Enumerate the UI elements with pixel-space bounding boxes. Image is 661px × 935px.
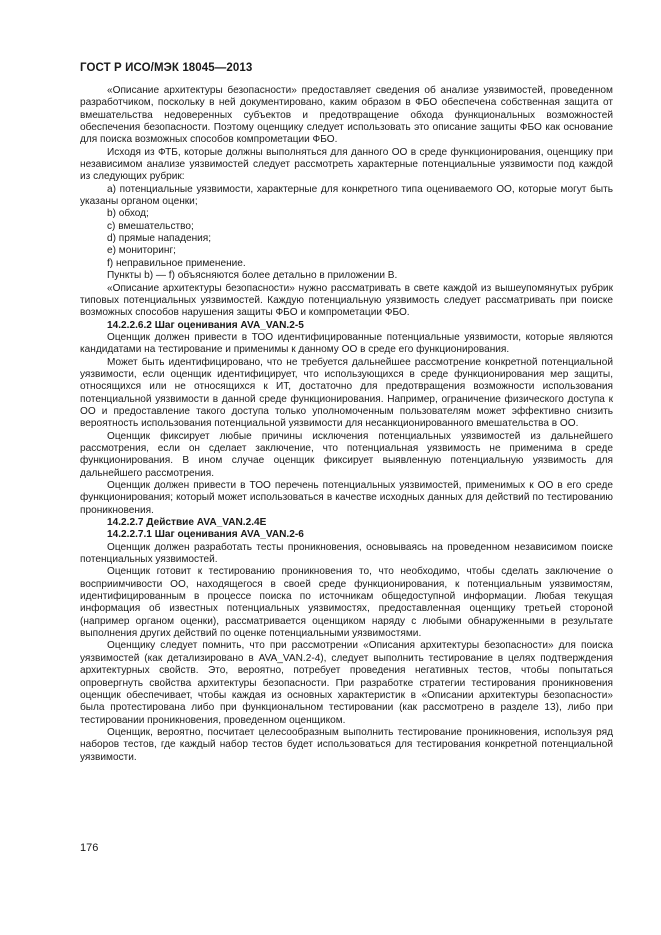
section-heading: 14.2.2.6.2 Шаг оценивания AVA_VAN.2-5: [107, 319, 304, 331]
list-item: c) вмешательство;: [107, 220, 194, 232]
paragraph: Оценщик фиксирует любые причины исключения потенциальных уязвимостей из дальнейшего рассмотрения, если он сделает заключение, что потенциальная уязвимость не применима в среде функционирования. В ином случае оценщик фиксирует выявленную потенциальную уязвимость для дальнейшего рассмотрения.: [80, 430, 613, 479]
paragraph: Оценщик должен разработать тесты проникновения, основываясь на проведенном независимом поиске потенциальных уязвимостей.: [80, 541, 613, 566]
list-item: d) прямые нападения;: [107, 233, 212, 245]
body-text: [80, 85, 613, 764]
standard-header: ГОСТ Р ИСО/МЭК 18045—2013: [80, 62, 253, 74]
page-number: 176: [80, 842, 99, 854]
paragraph: Оценщик, вероятно, посчитает целесообразным выполнить тестирование проникновения, используя ряд наборов тестов, где каждый набор тестов будет использоваться для тестирования конкретной потенциальной уязвимости.: [80, 726, 613, 763]
paragraph: Оценщику следует помнить, что при рассмотрении «Описания архитектуры безопасности» для поиска уязвимостей (как детализировано в AVA_VAN.2-4), следует выполнить тестирование в целях подтверждения архитектурных свойств. Это, вероятно, потребует проведения негативных тестов, чтобы попытаться опровергнуть свойства архитектуры безопасности. При разработке стратегии тестирования проникновения оценщик обеспечивает, чтобы каждая из основных характеристик в «Описании архитектуры безопасности» была протестирована либо при функциональном тестировании (как рассмотрено в разделе 13), либо при тестировании проникновения, проведенном оценщиком.: [80, 640, 613, 726]
paragraph: «Описание архитектуры безопасности» нужно рассматривать в свете каждой из вышеупомянутых рубрик типовых потенциальных уязвимостей. Каждую потенциальную уязвимость следует рассматривать при поиске возможных способов нарушения защиты ФБО и компрометации ФБО.: [80, 282, 613, 319]
paragraph: «Описание архитектуры безопасности» предоставляет сведения об анализе уязвимостей, проведенном разработчиком, поскольку в ней документировано, каким образом в ФБО обеспечена собственная защита от вмешательства недоверенных субъектов и предотвращение обхода функциональных возможностей обеспечения безопасности. Поэтому оценщику следует использовать это описание защиты ФБО как основание для поиска возможных способов компрометации ФБО.: [80, 85, 613, 146]
paragraph: Может быть идентифицировано, что не требуется дальнейшее рассмотрение конкретной потенциальной уязвимости, если оценщик идентифицирует, что использующихся в среде функционирования мер защиты, относящихся или не относящихся к ИТ, достаточно для предотвращения возможности использования потенциальной уязвимости в данной среде функционирования. Например, ограничение физического доступа к ОО и предоставление такого доступа только уполномоченным пользователям может эффективно снизить вероятность использования потенциальной уязвимости для несанкционированного вмешательства в ОО.: [80, 356, 613, 430]
paragraph: Оценщик готовит к тестированию проникновения то, что необходимо, чтобы сделать заключение о восприимчивости ОО, находящегося в своей среде функционирования, к потенциальным уязвимостям, идентифицированным в процессе поиска по источникам общедоступной информации. Любая текущая информация об известных потенциальных уязвимостях, предоставленная оценщику третьей стороной (например органом оценки), рассматривается оценщиком наряду с любыми обнаруженными в результате выполнения других действий по оценке потенциальными уязвимостями.: [80, 566, 613, 640]
list-item: f) неправильное применение.: [107, 257, 246, 269]
paragraph: Исходя из ФТБ, которые должны выполняться для данного ОО в среде функционирования, оценщику при независимом анализе уязвимостей следует рассмотреть характерные потенциальные уязвимости под каждой из следующих рубрик:: [80, 146, 613, 183]
section-heading: 14.2.2.7.1 Шаг оценивания AVA_VAN.2-6: [107, 529, 304, 541]
list-item: a) потенциальные уязвимости, характерные для конкретного типа оцениваемого ОО, которые могут быть указаны органом оценки;: [80, 183, 613, 208]
list-item: e) мониторинг;: [107, 245, 176, 257]
paragraph: Оценщик должен привести в ТОО перечень потенциальных уязвимостей, применимых к ОО в его среде функционирования; который может использоваться в качестве исходных данных для действий по тестированию проникновения.: [80, 480, 613, 516]
paragraph: Оценщик должен привести в ТОО идентифицированные потенциальные уязвимости, которые являются кандидатами на тестирование и применимы к данному ОО в среде его функционирования.: [80, 331, 613, 356]
section-heading: 14.2.2.7 Действие AVA_VAN.2.4E: [107, 517, 267, 529]
list-item: b) обход;: [107, 208, 149, 220]
paragraph: Пункты b) — f) объясняются более детально в приложении В.: [107, 270, 398, 282]
